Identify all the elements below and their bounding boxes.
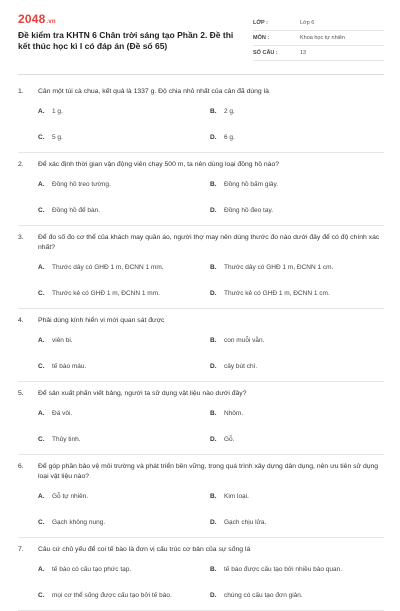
- answer-letter: A.: [38, 566, 45, 573]
- answer-option[interactable]: [210, 409, 382, 418]
- question-text: Để góp phần bảo vệ môi trường và phát triển bền vững, trong quá trình xây dựng dân dụng, nên ưu tiên sử dụng loại vật liệu nào?: [38, 463, 379, 480]
- answer-letter: D.: [210, 592, 217, 599]
- logo-suffix[interactable]: .vn: [46, 19, 56, 25]
- answer-letter: D.: [210, 363, 217, 370]
- header-divider: [18, 74, 384, 75]
- meta-value: 13: [300, 50, 307, 56]
- answer-letter: D.: [210, 207, 217, 214]
- answer-option[interactable]: [210, 591, 382, 600]
- answer-text: con muỗi vằn.: [224, 337, 265, 344]
- answer-text: 5 g.: [52, 134, 63, 141]
- answer-options: [18, 170, 384, 225]
- answer-option[interactable]: [210, 565, 382, 574]
- answer-letter: D.: [210, 290, 217, 297]
- question-item: [18, 309, 384, 382]
- answer-text: mọi cơ thể sống được cấu tạo bởi tế bào.: [52, 592, 172, 599]
- answer-options: [18, 253, 384, 308]
- meta-row-subject: [253, 31, 384, 46]
- question-number: 1.: [18, 88, 24, 95]
- meta-row-question-count: [253, 46, 384, 61]
- answer-letter: B.: [210, 181, 217, 188]
- answer-text: Đồng hồ bấm giây.: [224, 181, 279, 188]
- question-item: [18, 455, 384, 538]
- answer-letter: A.: [38, 410, 45, 417]
- answer-text: Đồng hồ treo tường.: [52, 181, 111, 188]
- answer-text: Đá vôi.: [52, 410, 73, 417]
- answer-letter: B.: [210, 410, 217, 417]
- answer-letter: C.: [38, 519, 45, 526]
- answer-option[interactable]: [38, 565, 210, 574]
- meta-row-class: [253, 16, 384, 31]
- answer-letter: C.: [38, 290, 45, 297]
- page-title: Đề kiểm tra KHTN 6 Chân trời sáng tạo Phần 2. Đề thi kết thúc học kì I có đáp án (Đề số 65): [18, 30, 234, 51]
- site-logo[interactable]: [18, 12, 56, 26]
- question-text: Cân một túi cà chua, kết quả là 1337 g. Độ chia nhỏ nhất của cân đã dùng là: [38, 88, 269, 95]
- question-number: 6.: [18, 463, 24, 470]
- answer-text: chúng có cấu tạo đơn giản.: [224, 592, 303, 599]
- page-header: [18, 12, 384, 70]
- question-text: Để xác định thời gian vận động viên chạy 500 m, ta nên dùng loại đồng hồ nào?: [38, 161, 280, 168]
- answer-option[interactable]: [210, 289, 382, 298]
- meta-value: Lớp 6: [300, 20, 315, 26]
- answer-text: Thước kẻ có GHĐ 1 m, ĐCNN 1 cm.: [224, 290, 330, 297]
- answer-text: Thủy tinh.: [52, 436, 81, 443]
- question-list: [18, 80, 384, 611]
- question-number: 7.: [18, 546, 24, 553]
- answer-letter: D.: [210, 519, 217, 526]
- answer-text: Đồng hồ đeo tay.: [224, 207, 274, 214]
- meta-label: SỐ CÂU :: [253, 50, 278, 56]
- answer-letter: D.: [210, 436, 217, 443]
- answer-option[interactable]: [38, 336, 210, 345]
- answer-letter: B.: [210, 108, 217, 115]
- question-stem: [18, 233, 384, 253]
- answer-option[interactable]: [210, 133, 382, 142]
- answer-letter: B.: [210, 337, 217, 344]
- meta-label: MÔN :: [253, 35, 270, 41]
- answer-text: Nhôm.: [224, 410, 244, 417]
- answer-option[interactable]: [210, 336, 382, 345]
- answer-text: Kim loại.: [224, 493, 249, 500]
- meta-value: Khoa học tự nhiên: [300, 35, 345, 41]
- answer-option[interactable]: [38, 518, 210, 527]
- answer-text: Thước kẻ có GHĐ 1 m, ĐCNN 1 mm.: [52, 290, 160, 297]
- answer-letter: C.: [38, 436, 45, 443]
- question-number: 3.: [18, 234, 24, 241]
- answer-letter: B.: [210, 264, 217, 271]
- answer-option[interactable]: [38, 133, 210, 142]
- question-text: Để sản xuất phấn viết bảng, người ta sử dụng vật liệu nào dưới đây?: [38, 390, 247, 397]
- answer-option[interactable]: [38, 435, 210, 444]
- answer-letter: B.: [210, 566, 217, 573]
- question-stem: [18, 87, 384, 97]
- question-text: Phải dùng kính hiển vi mới quan sát được: [38, 317, 165, 324]
- answer-text: Gỗ.: [224, 436, 235, 443]
- question-number: 2.: [18, 161, 24, 168]
- answer-text: Gạch không nung.: [52, 519, 106, 526]
- question-stem: [18, 389, 384, 399]
- answer-text: 2 g.: [224, 108, 235, 115]
- answer-text: tế bào có cấu tạo phức tạp.: [52, 566, 132, 573]
- answer-option[interactable]: [210, 206, 382, 215]
- answer-option[interactable]: [38, 180, 210, 189]
- answer-text: viên bi.: [52, 337, 73, 344]
- question-item: [18, 538, 384, 611]
- answer-options: [18, 555, 384, 610]
- answer-text: 6 g.: [224, 134, 235, 141]
- meta-label: LỚP :: [253, 20, 268, 26]
- question-stem: [18, 462, 384, 482]
- answer-option[interactable]: [210, 362, 382, 371]
- answer-text: tế bào được cấu tạo bởi nhiều bào quan.: [224, 566, 343, 573]
- answer-option[interactable]: [210, 518, 382, 527]
- answer-text: Đồng hồ để bàn.: [52, 207, 101, 214]
- answer-option[interactable]: [210, 263, 382, 272]
- answer-option[interactable]: [38, 492, 210, 501]
- answer-letter: D.: [210, 134, 217, 141]
- answer-options: [18, 326, 384, 381]
- question-number: 4.: [18, 317, 24, 324]
- answer-letter: A.: [38, 337, 45, 344]
- answer-option[interactable]: [38, 107, 210, 116]
- answer-letter: C.: [38, 207, 45, 214]
- question-item: [18, 226, 384, 309]
- answer-option[interactable]: [38, 591, 210, 600]
- question-text: Câu cứ chủ yếu để coi tế bào là đơn vị cấu trúc cơ bản của sự sống là: [38, 546, 251, 553]
- answer-options: [18, 97, 384, 152]
- answer-letter: A.: [38, 493, 45, 500]
- answer-letter: A.: [38, 108, 45, 115]
- meta-info: [253, 16, 384, 61]
- question-stem: [18, 160, 384, 170]
- question-text: Để đo số đo cơ thể của khách may quần áo, người thợ may nên dùng thước đo nào dưới đây để có độ chính xác nhất?: [38, 234, 380, 251]
- answer-text: Gỗ tự nhiên.: [52, 493, 89, 500]
- answer-text: cây bút chì.: [224, 363, 258, 370]
- answer-letter: A.: [38, 181, 45, 188]
- answer-options: [18, 399, 384, 454]
- question-item: [18, 382, 384, 455]
- answer-letter: A.: [38, 264, 45, 271]
- answer-text: Thước dây có GHĐ 1 m, ĐCNN 1 cm.: [224, 264, 334, 271]
- answer-option[interactable]: [38, 206, 210, 215]
- answer-letter: C.: [38, 134, 45, 141]
- answer-option[interactable]: [210, 107, 382, 116]
- answer-option[interactable]: [38, 289, 210, 298]
- answer-text: 1 g.: [52, 108, 63, 115]
- answer-text: Gạch chịu lửa.: [224, 519, 267, 526]
- answer-text: Thước dây có GHĐ 1 m, ĐCNN 1 mm.: [52, 264, 164, 271]
- answer-option[interactable]: [38, 409, 210, 418]
- question-number: 5.: [18, 390, 24, 397]
- answer-text: tế bào máu.: [52, 363, 87, 370]
- question-stem: [18, 316, 384, 326]
- answer-option[interactable]: [210, 435, 382, 444]
- answer-option[interactable]: [210, 492, 382, 501]
- question-stem: [18, 545, 384, 555]
- logo-text[interactable]: 2048: [18, 12, 46, 26]
- question-item: [18, 153, 384, 226]
- answer-option[interactable]: [38, 263, 210, 272]
- answer-letter: C.: [38, 592, 45, 599]
- answer-options: [18, 482, 384, 537]
- question-item: [18, 80, 384, 153]
- answer-letter: C.: [38, 363, 45, 370]
- answer-option[interactable]: [210, 180, 382, 189]
- answer-letter: B.: [210, 493, 217, 500]
- answer-option[interactable]: [38, 362, 210, 371]
